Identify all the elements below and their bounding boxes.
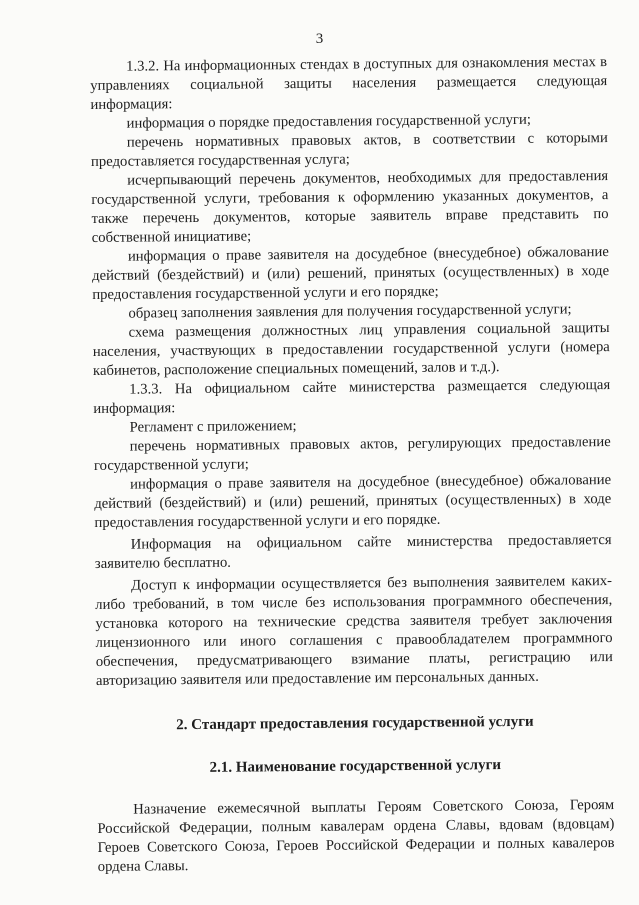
list-item-site-2: перечень нормативных правовых актов, регулирующих предоставление государственной услуги; — [93, 434, 611, 474]
paragraph-1-3-3: 1.3.3. На официальном сайте министерства размещается следующая информация: — [93, 377, 611, 417]
document-body — [90, 53, 615, 877]
list-item-stand-2: перечень нормативных правовых актов, в соответствии с которыми предоставляется государственная услуга; — [90, 130, 608, 170]
list-item-stand-6: схема размещения должностных лиц управления социальной защиты населения, участвующих в предоставлении государственной услуги (номера кабинетов, расположение специальных помещений, залов и т.д.). — [92, 320, 610, 379]
paragraph-free-info: Информация на официальном сайте министерства предоставляется заявителю бесплатно. — [94, 532, 612, 572]
section-heading-2: 2. Стандарт предоставления государственной услуги — [176, 713, 534, 734]
paragraph-service-name: Назначение ежемесячной выплаты Героям Советского Союза, Героям Российской Федерации, полным кавалерам ордена Славы, вдовам (вдовцам) Героев Советского Союза, Героев Российской Федерации и полных кавалеров ордена Славы. — [97, 797, 615, 875]
section-heading-2-1: 2.1. Наименование государственной услуги — [209, 757, 502, 776]
list-item-stand-4: информация о праве заявителя на досудебное (внесудебное) обжалование действий (бездействий) и (или) решений, принятых (осуществленных) в ходе предоставления государственной услуги и его порядке; — [92, 244, 610, 303]
paragraph-1-3-2: 1.3.2. На информационных стендах в доступных для ознакомления местах в управлениях социальной защиты населения размещается следующая информация: — [90, 54, 608, 113]
page-number: 3 — [315, 31, 324, 47]
list-item-site-1: Регламент с приложением; — [129, 418, 297, 436]
list-item-site-3: информация о праве заявителя на досудебное (внесудебное) обжалование действий (бездействий) и (или) решений, принятых (осуществленных) в ходе предоставления государственной услуги и его порядке. — [94, 472, 612, 531]
paragraph-access: Доступ к информации осуществляется без выполнения заявителем каких-либо требований, в том числе без использования программного обеспечения, установка которого на технические средства заявителя требует заключения лицензионного или иного соглашения с правообладателем программного обеспечения, предусматривающего взимание платы, регистрацию или авторизацию заявителя или предоставление им персональных данных. — [95, 573, 613, 689]
list-item-stand-1: информация о порядке предоставления государственной услуги; — [126, 111, 531, 132]
list-item-stand-5: образец заполнения заявления для получения государственной услуги; — [128, 301, 572, 322]
list-item-stand-3: исчерпывающий перечень документов, необходимых для предоставления государственной услуги, требования к оформлению указанных документов, а также перечень документов, которые заявитель вправе представить по собственной инициативе; — [91, 168, 609, 246]
